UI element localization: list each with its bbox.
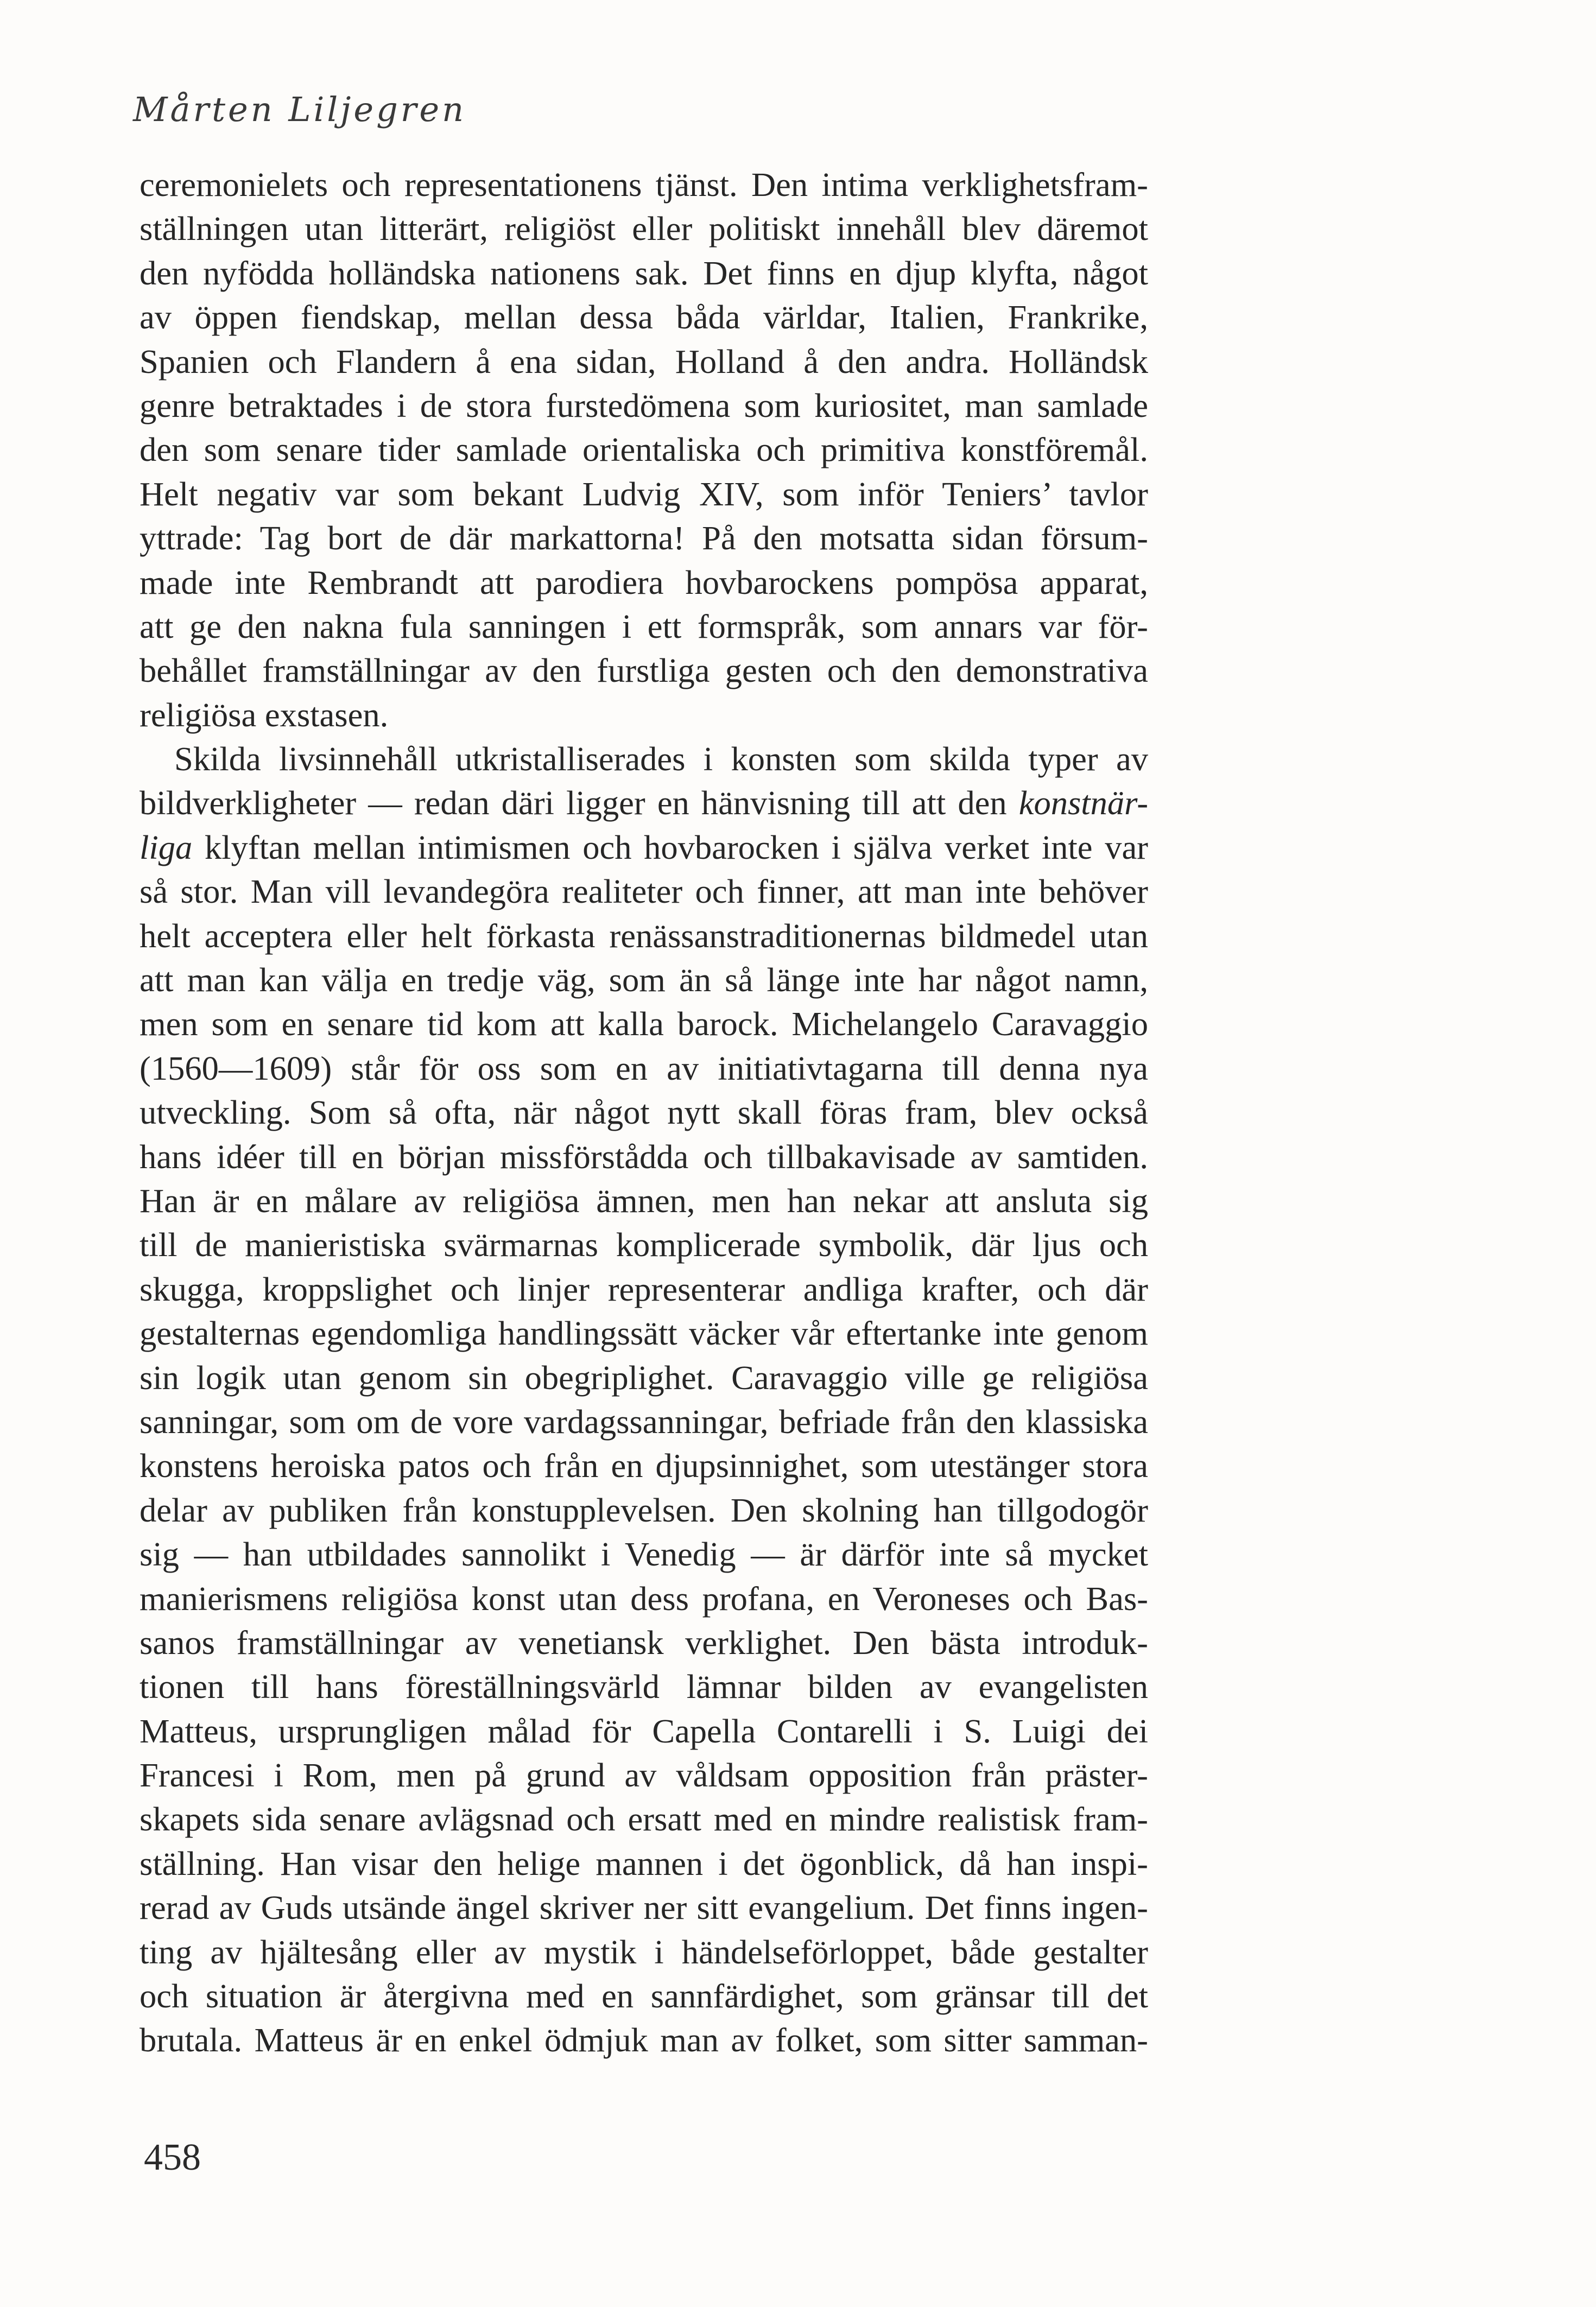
text-line: ceremonielets och representationens tjänst. Den intima verklighetsfram- — [140, 166, 1148, 204]
text-line: behållet framställningar av den furstliga gesten och den demonstrativa — [140, 651, 1148, 690]
text-line: av öppen fiendskap, mellan dessa båda världar, Italien, Frankrike, — [140, 298, 1148, 337]
text-line: tionen till hans föreställningsvärld lämnar bilden av evangelisten — [140, 1668, 1148, 1706]
text-line: till de manieristiska svärmarnas komplicerade symbolik, där ljus och — [140, 1226, 1148, 1264]
text-line: sin logik utan genom sin obegriplighet. Caravaggio ville ge religiösa — [140, 1358, 1148, 1397]
text-line — [140, 781, 1148, 825]
text-line: ställningen utan litterärt, religiöst eller politiskt innehåll blev däremot — [140, 210, 1148, 248]
text-line: och situation är återgivna med en sannfärdighet, som gränsar till det — [140, 1977, 1148, 2016]
text-line: sanos framställningar av venetiansk verklighet. Den bästa introduk- — [140, 1623, 1148, 1662]
text-line: den som senare tider samlade orientaliska och primitiva konstföremål. — [140, 430, 1148, 469]
text-line: så stor. Man vill levandegöra realiteter och finner, att man inte behöver — [140, 872, 1148, 911]
text-line: delar av publiken från konstupplevelsen. Den skolning han tillgodogör — [140, 1491, 1148, 1529]
text-line: men som en senare tid kom att kalla barock. Michelangelo Caravaggio — [140, 1005, 1148, 1043]
text-line: (1560—1609) står för oss som en av initiativtagarna till denna nya — [140, 1049, 1148, 1087]
italic-emphasis: konstnär- — [1018, 784, 1148, 822]
text-line: utveckling. Som så ofta, när något nytt skall föras fram, blev också — [140, 1093, 1148, 1132]
text-line: att man kan välja en tredje väg, som än så länge inte har något namn, — [140, 961, 1148, 999]
text-line: made inte Rembrandt att parodiera hovbarockens pompösa apparat, — [140, 563, 1148, 601]
text-line: helt acceptera eller helt förkasta renässanstraditionernas bildmedel utan — [140, 916, 1148, 955]
running-head-author: Mårten Liljegren — [133, 90, 467, 129]
text-segment: bildverkligheter — redan däri ligger en hänvisning till att den — [140, 784, 1007, 822]
page-number: 458 — [144, 2137, 201, 2178]
italic-emphasis: liga — [140, 828, 193, 866]
body-text — [140, 163, 1148, 2107]
text-line: manierismens religiösa konst utan dess profana, en Veroneses och Bas- — [140, 1579, 1148, 1618]
text-line: sig — han utbildades sannolikt i Venedig — är därför inte så mycket — [140, 1535, 1148, 1574]
paragraph-1 — [140, 163, 1148, 737]
text-line: hans idéer till en början missförstådda och tillbakavisade av samtiden. — [140, 1137, 1148, 1176]
text-line: Francesi i Rom, men på grund av våldsam opposition från präster- — [140, 1756, 1148, 1795]
text-line: yttrade: Tag bort de där markattorna! På den motsatta sidan försum- — [140, 519, 1148, 557]
text-line: skugga, kroppslighet och linjer representerar andliga krafter, och där — [140, 1270, 1148, 1308]
text-line: Matteus, ursprungligen målad för Capella Contarelli i S. Luigi dei — [140, 1712, 1148, 1750]
text-line: den nyfödda holländska nationens sak. Det finns en djup klyfta, något — [140, 253, 1148, 292]
text-line: konstens heroiska patos och från en djupsinnighet, som utestänger stora — [140, 1447, 1148, 1485]
text-line: religiösa exstasen. — [140, 695, 389, 734]
text-segment: klyftan mellan intimismen och hovbarocken i själva verket inte var — [204, 828, 1148, 866]
text-line: Helt negativ var som bekant Ludvig XIV, som inför Teniers’ tavlor — [140, 474, 1148, 513]
text-line: skapets sida senare avlägsnad och ersatt med en mindre realistisk fram- — [140, 1800, 1148, 1839]
text-line: Spanien och Flandern å ena sidan, Holland å den andra. Holländsk — [140, 342, 1148, 381]
text-line: gestalternas egendomliga handlingssätt väcker vår eftertanke inte genom — [140, 1314, 1148, 1353]
text-line: genre betraktades i de stora furstedömena som kuriositet, man samlade — [140, 386, 1148, 424]
text-line: brutala. Matteus är en enkel ödmjuk man av folket, som sitter samman- — [140, 2021, 1148, 2059]
text-line: ting av hjältesång eller av mystik i händelseförloppet, både gestalter — [140, 1932, 1148, 1971]
text-line: ställning. Han visar den helige mannen i det ögonblick, då han inspi- — [140, 1844, 1148, 1883]
paragraph-2 — [140, 737, 1148, 2107]
text-line: sanningar, som om de vore vardagssanningar, befriade från den klassiska — [140, 1402, 1148, 1441]
text-line: att ge den nakna fula sanningen i ett formspråk, som annars var för- — [140, 607, 1148, 645]
text-line — [140, 826, 1148, 870]
text-line: rerad av Guds utsände ängel skriver ner sitt evangelium. Det finns ingen- — [140, 1888, 1148, 1927]
text-line: Skilda livsinnehåll utkristalliserades i konsten som skilda typer av — [174, 740, 1148, 778]
text-line: Han är en målare av religiösa ämnen, men han nekar att ansluta sig — [140, 1181, 1148, 1220]
text-line — [140, 2063, 1148, 2107]
